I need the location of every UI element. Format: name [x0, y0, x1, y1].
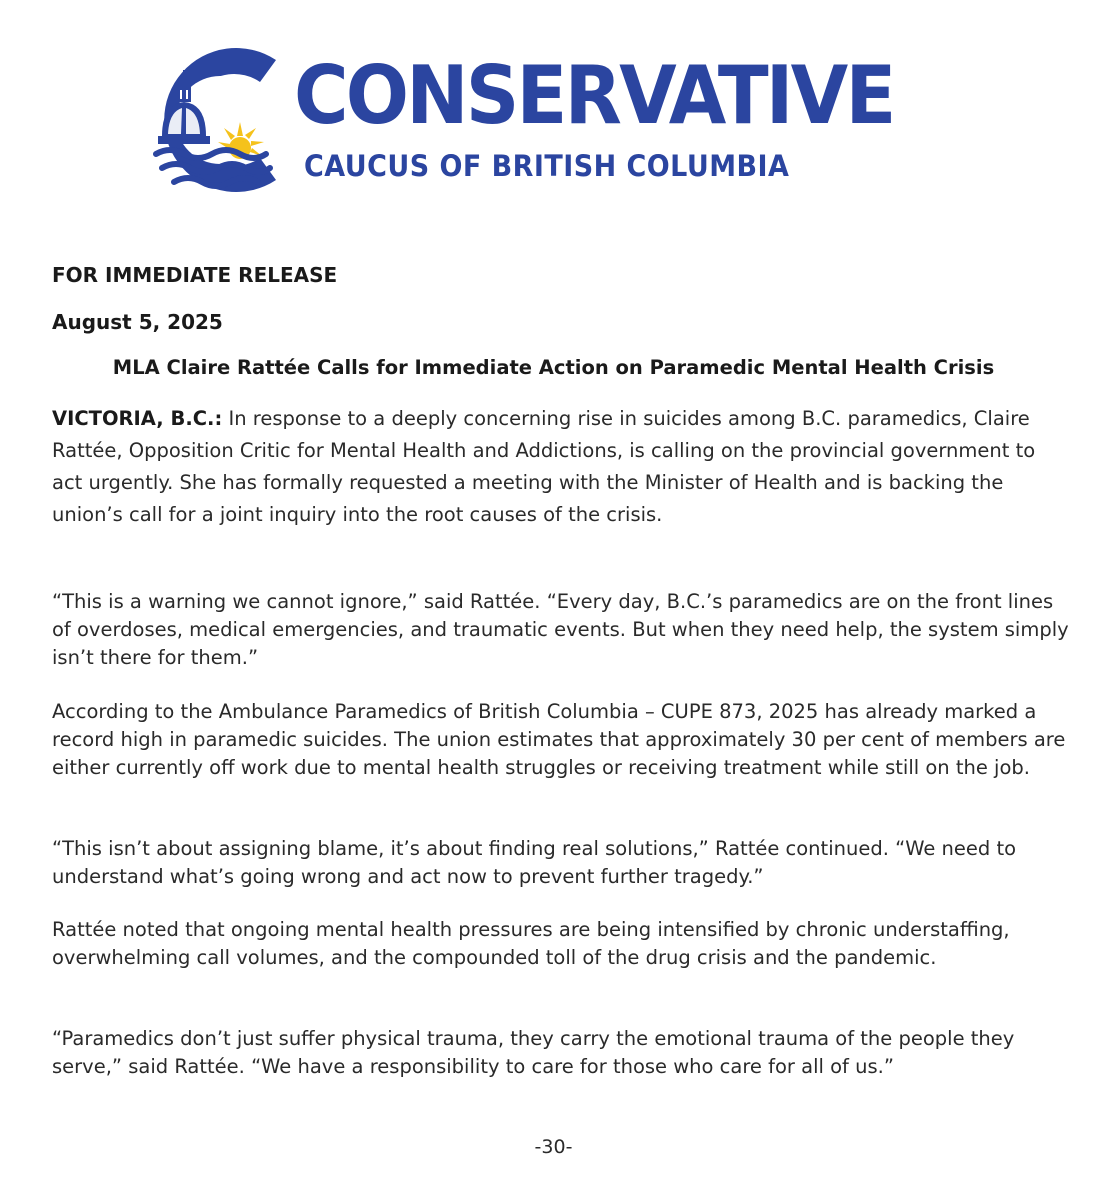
paragraph-4: “This isn’t about assigning blame, it’s about finding real solutions,” Rattée continued. “We need to understand what’s going wrong and act now to prevent further tragedy.”	[52, 837, 1017, 888]
paragraph-3: According to the Ambulance Paramedics of British Columbia – CUPE 873, 2025 has already marked a record high in paramedic suicides. The union estimates that approximately 30 per cent of members are either currently off work due to mental health struggles or receiving treatment while still on the job.	[52, 700, 1066, 779]
caucus-logo	[148, 40, 928, 200]
paragraph-1	[52, 403, 1070, 531]
logo-subtitle: CAUCUS OF BRITISH COLUMBIA	[304, 149, 790, 183]
dateline: VICTORIA, B.C.:	[52, 407, 223, 430]
release-date: August 5, 2025	[52, 310, 223, 334]
release-label: FOR IMMEDIATE RELEASE	[52, 263, 338, 287]
logo-title: CONSERVATIVE	[294, 49, 894, 142]
paragraph-5: Rattée noted that ongoing mental health pressures are being intensified by chronic understaffing, overwhelming call volumes, and the compounded toll of the drug crisis and the pandemic.	[52, 918, 1010, 969]
caucus-logo-mark-icon	[148, 40, 288, 200]
paragraph-6: “Paramedics don’t just suffer physical trauma, they carry the emotional trauma of the people they serve,” said Rattée. “We have a responsibility to care for those who care for all of us.”	[52, 1027, 1015, 1078]
end-mark: -30-	[534, 1136, 573, 1158]
paragraph-2: “This is a warning we cannot ignore,” said Rattée. “Every day, B.C.’s paramedics are on the front lines of overdoses, medical emergencies, and traumatic events. But when they need help, the system simply isn’t there for them.”	[52, 590, 1069, 669]
headline: MLA Claire Rattée Calls for Immediate Action on Paramedic Mental Health Crisis	[112, 356, 995, 379]
paragraph-1-text: In response to a deeply concerning rise in suicides among B.C. paramedics, Claire Rattée, Opposition Critic for Mental Health and Addictions, is calling on the provincial government to act urgently. She has formally requested a meeting with the Minister of Health and is backing the union’s call for a joint inquiry into the root causes of the crisis.	[52, 407, 1036, 526]
